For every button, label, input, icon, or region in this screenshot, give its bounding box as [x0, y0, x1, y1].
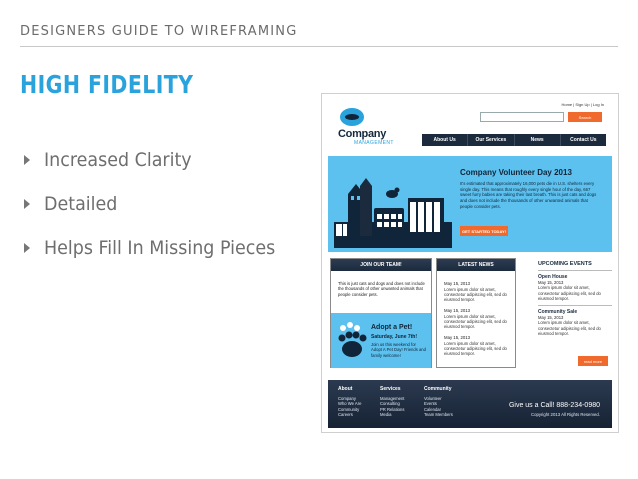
footer-column-about: [338, 386, 361, 417]
latest-news-panel: [436, 258, 516, 368]
adopt-pet-box[interactable]: [331, 313, 431, 368]
news-date: May 15, 2013: [444, 308, 471, 314]
event-text: Lorem ipsum dolor sit amet, consectetur adipiscing elit, sed do eiusmod tempor.: [538, 320, 601, 336]
join-team-text: This is just cats and dogs and does not include the thousands of other unwanted animals that people consider pets.: [338, 281, 425, 297]
bullet-text: Helps Fill In Missing Pieces: [44, 237, 276, 259]
event-date: May 15, 2013: [538, 315, 564, 321]
nav-about-us[interactable]: About Us: [422, 134, 468, 146]
hero-title: Company Volunteer Day 2013: [460, 168, 572, 177]
news-text: Lorem ipsum dolor sit amet, consectetur adipiscing elit, sed do eiusmod tempor.: [444, 313, 507, 330]
nav-news[interactable]: News: [515, 134, 561, 146]
adopt-date: Saturday, June 7th!: [371, 334, 418, 340]
footer-column-services: [380, 386, 404, 417]
footer-copyright: Copyright 2013 All Rights Reserved.: [530, 412, 600, 417]
slide-title: HIGH FIDELITY: [20, 70, 194, 99]
bullet-list: [24, 138, 295, 270]
footer-link[interactable]: Media: [380, 411, 392, 417]
news-list: [444, 281, 514, 362]
footer-heading: Community: [424, 386, 452, 392]
footer-link[interactable]: Community: [338, 406, 360, 412]
city-skyline-illustration: [334, 164, 452, 248]
join-team-panel: [330, 258, 432, 368]
logo-icon: [340, 108, 364, 126]
bullet-arrow-icon: [24, 243, 30, 253]
event-text: Lorem ipsum dolor sit amet, consectetur adipiscing elit, sed do eiusmod tempor.: [538, 285, 601, 301]
upcoming-events-panel: [538, 258, 612, 340]
paw-print-icon: [337, 321, 367, 359]
footer-heading: About: [338, 386, 353, 392]
news-date: May 15, 2013: [444, 335, 471, 341]
event-date: May 15, 2013: [538, 280, 564, 285]
get-started-button[interactable]: GET STARTED TODAY!: [460, 226, 508, 236]
site-footer: [328, 380, 612, 428]
footer-link[interactable]: Volunteer: [424, 396, 442, 401]
bullet-item: [24, 182, 295, 226]
bullet-item: [24, 226, 295, 270]
hero-banner: [328, 156, 612, 252]
adopt-text: Join us this weekend for Adopt A Pet Day! Friends and family welcome!: [371, 342, 426, 358]
slide-header: DESIGNERS GUIDE TO WIREFRAMING: [20, 24, 298, 39]
news-item[interactable]: [444, 281, 514, 302]
footer-link[interactable]: Events: [424, 401, 437, 407]
top-links[interactable]: Home | Sign Up | Log In: [561, 102, 604, 107]
footer-link[interactable]: PR Relations: [380, 406, 405, 412]
footer-link[interactable]: Consulting: [380, 401, 400, 407]
event-item[interactable]: [538, 305, 612, 340]
bullet-item: [24, 138, 295, 182]
footer-link[interactable]: Calendar: [424, 406, 441, 412]
bullet-text: Increased Clarity: [44, 149, 192, 171]
bullet-text: Detailed: [44, 193, 118, 215]
news-text: Lorem ipsum dolor sit amet, consectetur adipiscing elit, sed do eiusmod tempor.: [444, 286, 507, 302]
footer-link[interactable]: Management: [380, 396, 405, 401]
upcoming-events-heading: UPCOMING EVENTS: [538, 261, 592, 267]
news-text: Lorem ipsum dolor sit amet, consectetur adipiscing elit, sed do eiusmod tempor.: [444, 340, 507, 357]
latest-news-heading: LATEST NEWS: [437, 259, 515, 271]
search-input[interactable]: [480, 112, 564, 122]
footer-link[interactable]: Who We Are: [338, 401, 362, 407]
footer-column-community: [424, 386, 453, 417]
news-date: May 15, 2013: [444, 281, 471, 286]
join-team-heading: JOIN OUR TEAM!: [331, 259, 431, 271]
footer-link[interactable]: Company: [338, 396, 356, 401]
website-mockup: [322, 94, 618, 432]
header-divider: [20, 46, 618, 47]
adopt-title: Adopt a Pet!: [371, 324, 413, 331]
search-button[interactable]: Search: [568, 112, 602, 122]
event-item[interactable]: [538, 270, 612, 305]
footer-link[interactable]: Careers: [338, 411, 353, 417]
news-item[interactable]: [444, 308, 514, 329]
read-more-button[interactable]: read more: [578, 356, 608, 366]
bullet-arrow-icon: [24, 199, 30, 209]
logo-subtitle: MANAGEMENT: [354, 140, 394, 146]
footer-phone: Give us a Call! 888-234-0980: [508, 402, 600, 409]
main-nav: [422, 134, 606, 146]
footer-heading: Services: [380, 386, 401, 392]
house-small-icon: [360, 178, 372, 236]
hero-body: It's estimated that approximately 16,000 pets die in U.S. shelters every single day. This means that roughly every single hour of the day, 667 sweet furry babies are taking their last breath. This is just cats and dogs and does not include the thousands of other unwanted animals that people consider pets.: [460, 181, 597, 209]
event-title: Community Sale: [538, 309, 578, 316]
bullet-arrow-icon: [24, 155, 30, 165]
nav-our-services[interactable]: Our Services: [468, 134, 514, 146]
nav-contact-us[interactable]: Contact Us: [570, 137, 597, 143]
logo-name: Company: [338, 128, 387, 140]
news-item[interactable]: [444, 335, 514, 356]
footer-link[interactable]: Team Members: [424, 411, 453, 417]
event-title: Open House: [538, 274, 568, 280]
